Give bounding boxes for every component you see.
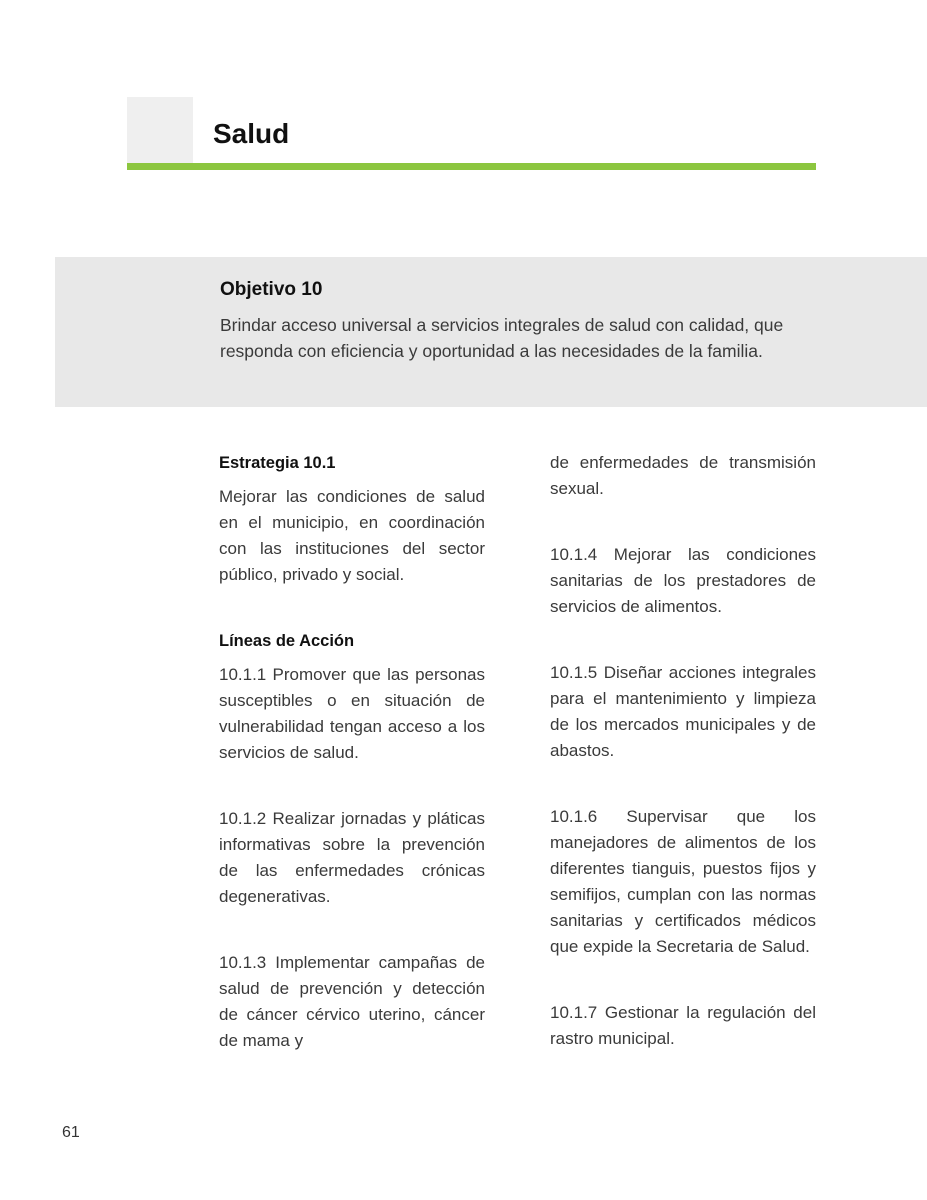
title-block — [127, 97, 193, 163]
action-item-10-1-4: 10.1.4 Mejorar las condiciones sanitarias de los prestadores de servicios de alimentos. — [550, 545, 816, 616]
action-item-10-1-6: 10.1.6 Supervisar que los manejadores de alimentos de los diferentes tianguis, puestos fijos y semifijos, cumplan con las normas sanitarias y certificados médicos que expide la Secretaria de Salud. — [550, 807, 816, 956]
action-item-10-1-7: 10.1.7 Gestionar la regulación del rastro municipal. — [550, 1003, 816, 1048]
action-item-10-1-5: 10.1.5 Diseñar acciones integrales para el mantenimiento y limpieza de los mercados municipales y de abastos. — [550, 663, 816, 760]
lines-of-action-title: Líneas de Acción — [219, 632, 355, 650]
strategy-title: Estrategia 10.1 — [219, 454, 336, 472]
objective-text: Brindar acceso universal a servicios integrales de salud con calidad, que responda con eficiencia y oportunidad a las necesidades de la familia. — [220, 315, 784, 361]
right-column — [550, 450, 816, 1052]
action-item-10-1-2: 10.1.2 Realizar jornadas y pláticas informativas sobre la prevención de las enfermedades crónicas degenerativas. — [219, 809, 485, 906]
action-item-10-1-1: 10.1.1 Promover que las personas susceptibles o en situación de vulnerabilidad tengan acceso a los servicios de salud. — [219, 665, 485, 762]
section-title: Salud — [213, 118, 290, 149]
title-accent-bar — [127, 163, 816, 170]
action-item-10-1-3: 10.1.3 Implementar campañas de salud de prevención y detección de cáncer cérvico uterino, cáncer de mama y — [219, 953, 485, 1050]
action-item-10-1-3-continued: de enfermedades de transmisión sexual. — [550, 453, 816, 498]
strategy-text: Mejorar las condiciones de salud en el municipio, en coordinación con las instituciones del sector público, privado y social. — [219, 487, 485, 584]
left-column — [219, 450, 485, 1054]
page-number: 61 — [62, 1124, 80, 1141]
objective-title: Objetivo 10 — [220, 279, 323, 300]
